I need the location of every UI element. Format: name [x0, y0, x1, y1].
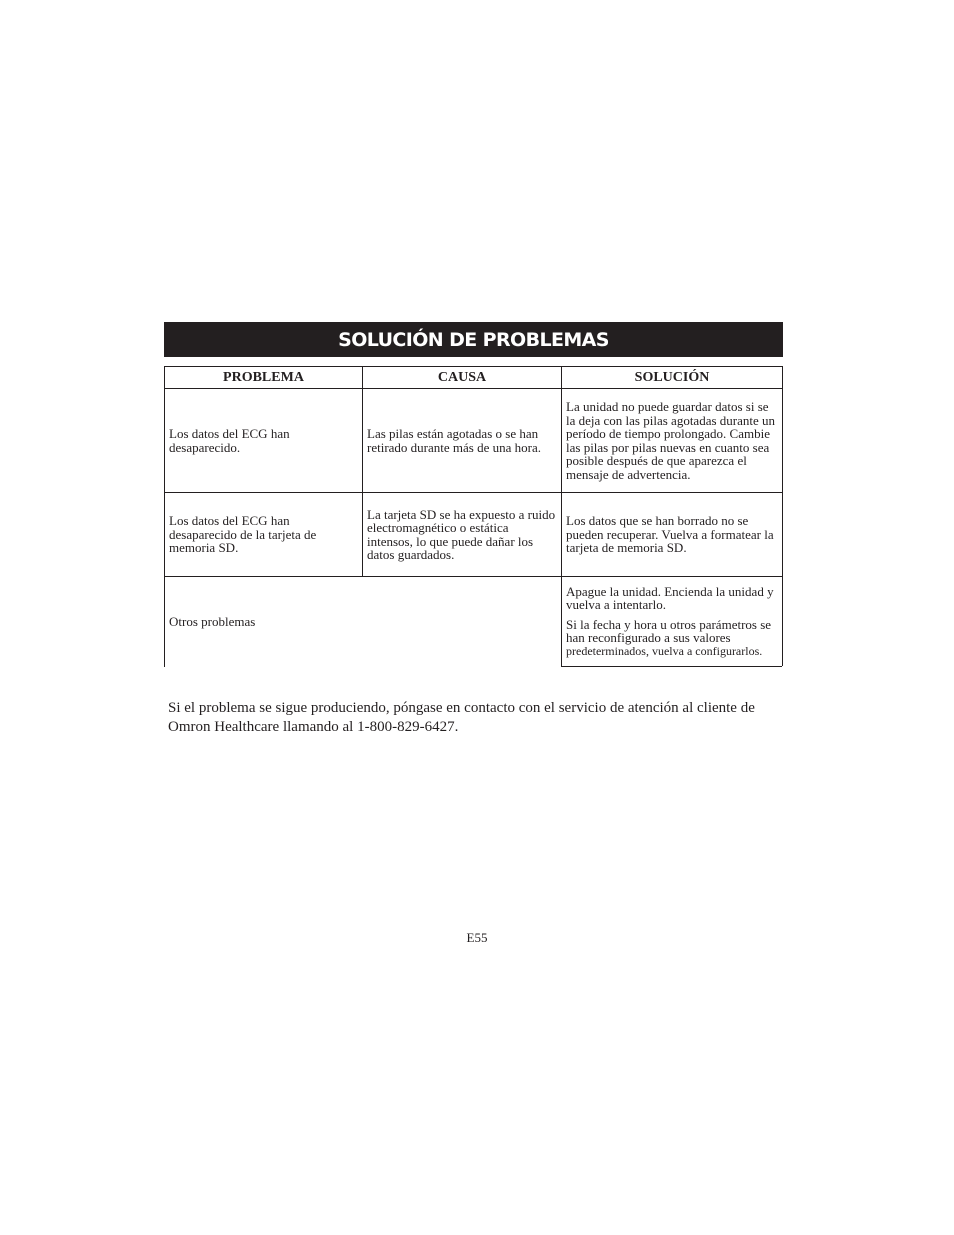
- row-3-problem-text: Otros problemas: [169, 614, 256, 630]
- header-solution: SOLUCIÓN: [634, 369, 710, 385]
- troubleshooting-table: [164, 366, 783, 666]
- row-2-solution-text: Los datos que se han borrado no se pueden recuperar. Vuelva a formatear la tarjeta de memoria SD.: [566, 513, 774, 556]
- header-cause: CAUSA: [437, 369, 487, 385]
- row-3-solution-paragraph-2-line-a: Si la fecha y hora u otros parámetros se han reconfigurado a sus valores: [566, 616, 772, 646]
- row-2-solution: [562, 493, 782, 576]
- row-1-solution-text: La unidad no puede guardar datos si se la deja con las pilas agotadas durante un período de tiempo prolongado. Cambie las pilas por pilas nuevas en cuanto sea posible después de que aparezca el mensaje de advertencia.: [566, 399, 776, 482]
- row-1-cause-text: Las pilas están agotadas o se han retirado durante más de una hora.: [367, 426, 541, 455]
- row-1-solution: [562, 389, 782, 492]
- row-2-cause: [363, 493, 561, 576]
- row-1-problem-text: Los datos del ECG han desaparecido.: [169, 426, 290, 455]
- row-2-cause-text: La tarjeta SD se ha expuesto a ruido electromagnético o estática intensos, lo que puede dañar los datos guardados.: [367, 506, 556, 562]
- table-border-bottom: [561, 666, 782, 667]
- row-3-solution-paragraph-2-line-b: predeterminados, vuelva a configurarlos.: [566, 643, 763, 658]
- row-3-solution-paragraph-2: [566, 618, 778, 659]
- row-3-solution-paragraph-1: Apague la unidad. Encienda la unidad y vuelva a intentarlo.: [566, 583, 774, 613]
- section-title: [164, 322, 783, 357]
- header-problem: PROBLEMA: [223, 369, 304, 385]
- section-title-text: SOLUCIÓN DE PROBLEMAS: [338, 328, 609, 351]
- row-3-problem: [165, 577, 561, 667]
- row-2-problem-text: Los datos del ECG han desaparecido de la tarjeta de memoria SD.: [169, 513, 317, 556]
- row-1-problem: [165, 389, 362, 492]
- row-1-cause: [363, 389, 561, 492]
- contact-note: Si el problema se sigue produciendo, póngase en contacto con el servicio de atención al cliente de Omron Healthcare llamando al 1-800-829-6427.: [168, 700, 755, 735]
- page-number: E55: [466, 930, 488, 945]
- row-3-solution: [562, 577, 782, 666]
- row-2-problem: [165, 493, 362, 576]
